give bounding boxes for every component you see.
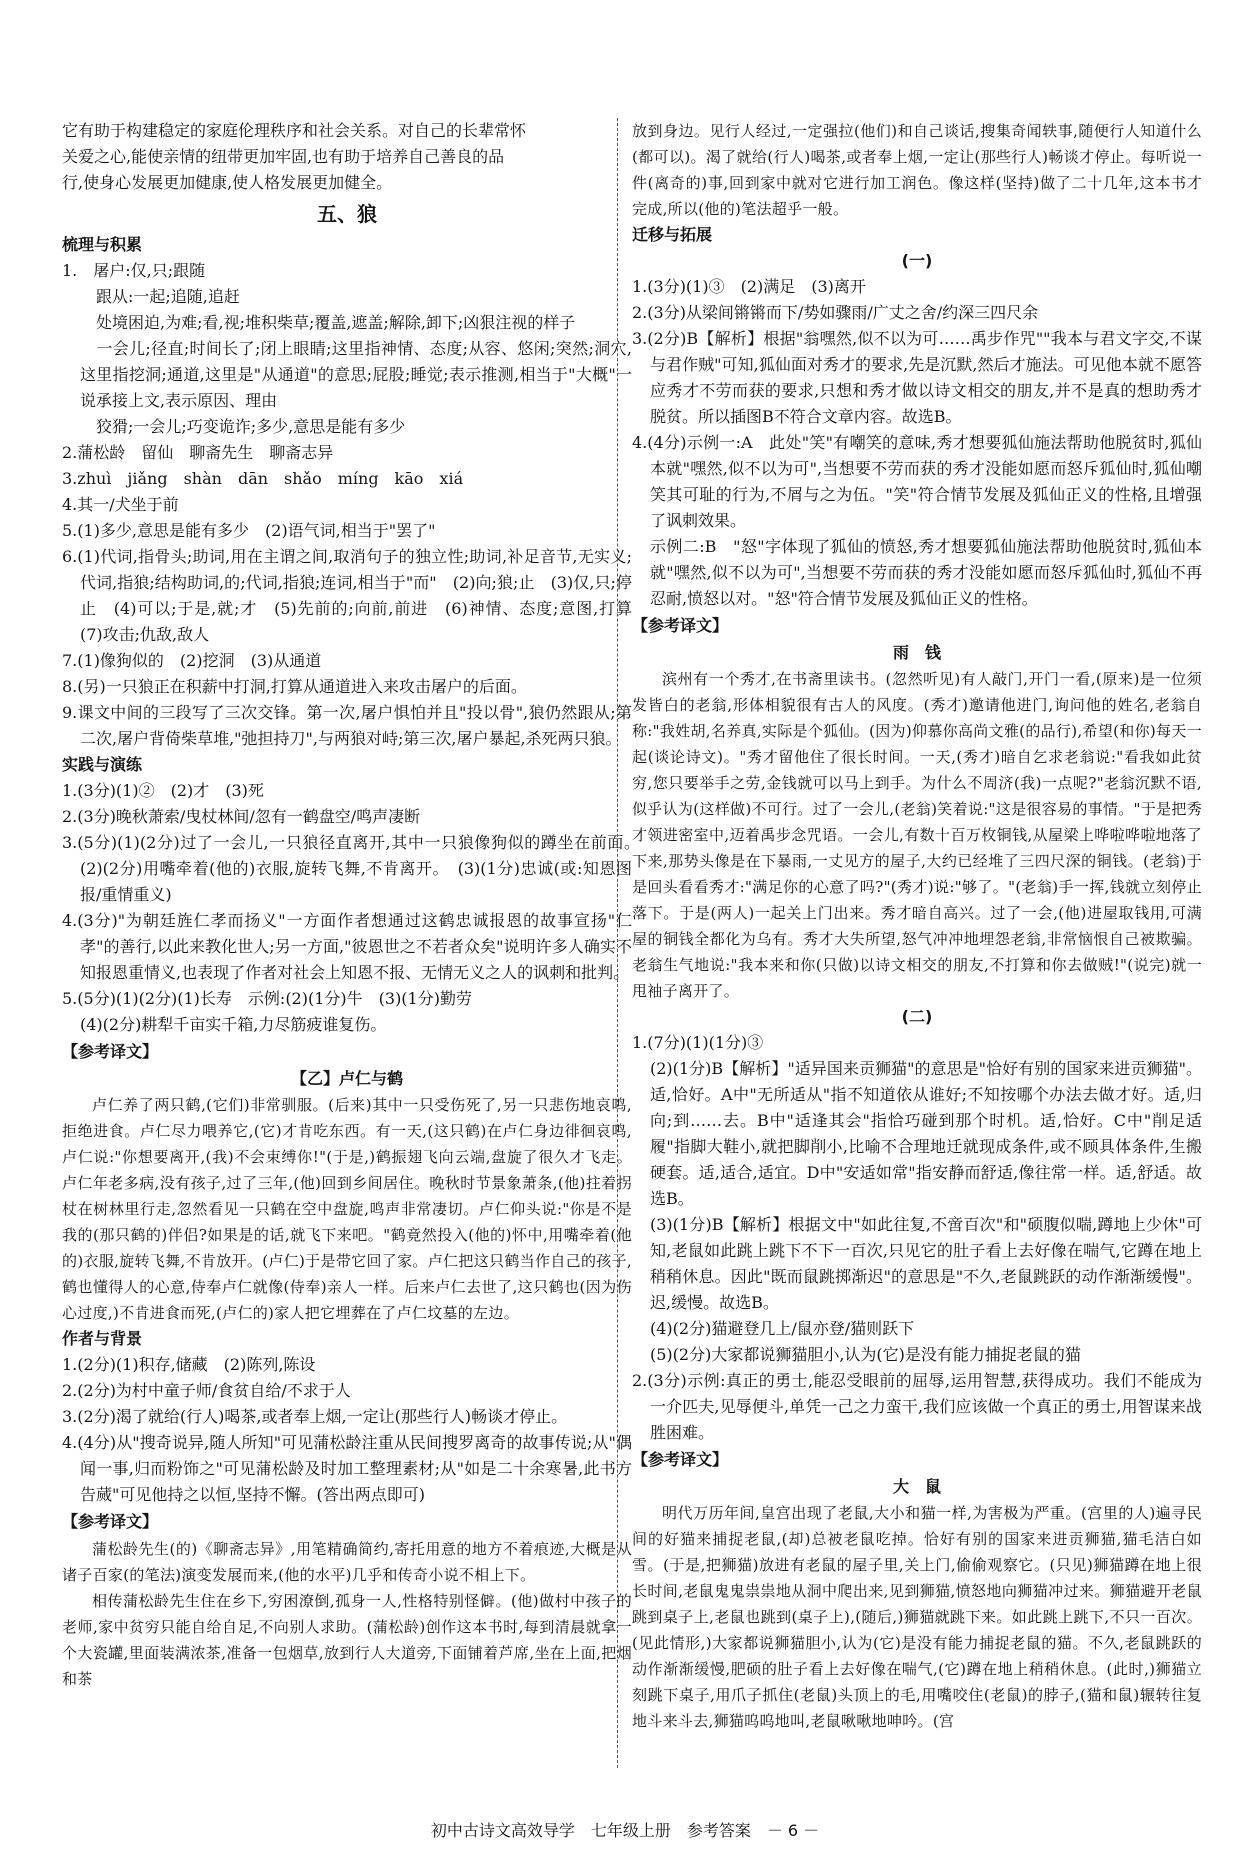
answer-item: 7.(1)像狗似的 (2)挖洞 (3)从通道 — [62, 651, 322, 670]
answer-item: 9.课文中间的三段写了三次交锋。第一次,屠户惧怕并且"投以骨",狼仍然跟从;第二次,屠户背倚柴草堆,"弛担持刀",与两狼对峙;第三次,屠户暴起,杀死两只狼。 — [62, 703, 632, 748]
author-answers — [62, 1352, 632, 1508]
answer-item: 2.(3分)从梁间锵锵而下/势如骤雨/广丈之舍/约深三四尺余 — [632, 303, 1039, 322]
answer-item: (4)(2分)猫避登几上/鼠亦登/猫则跃下 — [650, 1319, 915, 1338]
answer-item: (2)(1分)B【解析】"适异国来贡狮猫"的意思是"恰好有别的国家来进贡狮猫"。适,恰好。A中"无所适从"指不知道依从谁好;不知按哪个办法去做才好。适,归向;到……去。B中"适逢其会"指恰巧碰到那个时机。适,恰好。C中"削足适履"指脚大鞋小,就把脚削小,比喻不合理地迁就现成条件,或不顾具体条件,生搬硬套。适,适合,适宜。D中"安适如常"指安静而舒适,像往常一样。适,舒适。故选B。 — [650, 1059, 1202, 1208]
translation-text: 卢仁养了两只鹤,(它们)非常驯服。(后来)其中一只受伤死了,另一只悲伤地哀鸣,拒绝进食。卢仁尽力喂养它,(它)才肯吃东西。有一天,(这只鹤)在卢仁身边徘徊哀鸣,卢仁说:"你想要离开,(我)不会束缚你!"(于是,)鹤振翅飞向云端,盘旋了很久才飞走。卢仁年老多病,没有孩子,过了三年,(他)回到乡间居住。晚秋时节景象萧条,(他)拄着拐杖在树林里行走,忽然看见一只鹤在空中盘旋,鸣声非常凄切。卢仁仰头说:"你是不是我的(那只鹤的)伴侣?如果是的话,就飞下来吧。"鹤竟然投入(他的)怀中,用嘴牵着(他的)衣服,旋转飞舞,不肯放开。(卢仁)于是带它回了家。卢仁把这只鹤当作自己的孩子,鹤也懂得人的心意,侍奉卢仁就像(侍奉)亲人一样。后来卢仁去世了,这只鹤也(因为伤心过度,)不肯进食而死,(卢仁的)家人把它埋葬在了卢仁坟墓的左边。 — [62, 1096, 632, 1322]
translation-continued: 放到身边。见行人经过,一定强拉(他们)和自己谈话,搜集奇闻轶事,随便行人知道什么(都可以)。渴了就给(行人)喝茶,或者奉上烟,一定让(那些行人)畅谈才停止。每听说一件(离奇的)事,回到家中就对它进行加工润色。像这样(坚持)做了二十几年,这本书才完成,所以(他的)笔法超乎一般。 — [632, 122, 1202, 218]
translation-text: 滨州有一个秀才,在书斋里读书。(忽然听见)有人敲门,开门一看,(原来)是一位须发皆白的老翁,形体相貌很有古人的风度。(秀才)邀请他进门,询问他的姓名,老翁自称:"我姓胡,名养真,实际是个狐仙。(因为)仰慕你高尚文雅(的品行),希望(和你)每天一起(谈论诗文)。"秀才留他住了很长时间。一天,(秀才)暗自乞求老翁说:"看我如此贫穷,您只要举手之劳,金钱就可以马上到手。为什么不周济(我)一点呢?"老翁沉默不语,似乎认为(这样做)不可行。过了一会儿,(老翁)笑着说:"这是很容易的事情。"于是把秀才领进密室中,迈着禹步念咒语。一会儿,有数十百万枚铜钱,从屋梁上哗啦哗啦地落了下来,那势头像是在下暴雨,一丈见方的屋子,大约已经堆了三四尺深的铜钱。(老翁)于是回头看看秀才:"满足你的心意了吗?"(秀才)说:"够了。"(老翁)手一挥,钱就立刻停止落下。于是(两人)一起关上门出来。秀才暗自高兴。过了一会,(他)进屋取钱用,可满屋的铜钱全都化为乌有。秀才大失所望,怒气冲冲地埋怨老翁,非常恼恨自己被欺骗。老翁生气地说:"我本来和你(只做)以诗文相交的朋友,不打算和你去做贼!"(说完)就一甩袖子离开了。 — [632, 670, 1202, 1000]
column-divider — [617, 118, 618, 1768]
reference-translation-tag: 【参考译文】 — [632, 1450, 729, 1469]
reference-translation-tag: 【参考译文】 — [62, 1042, 159, 1061]
intro-paragraph: 它有助于构建稳定的家庭伦理秩序和社会关系。对自己的长辈常怀 关爱之心,能使亲情的纽带更加牢固,也有助于培养自己善良的品 行,使身心发展更加健康,使人格发展更加健全。 — [62, 121, 527, 192]
answer-item: (4)(2分)耕犁千亩实千箱,力尽筋疲谁复伤。 — [80, 1015, 387, 1034]
section-title-transfer: 迁移与拓展 — [632, 225, 713, 244]
translation-title: 雨 钱 — [892, 643, 941, 662]
answer-item: 2.(3分)晚秋萧索/曳杖林间/忽有一鹤盘空/鸣声凄断 — [62, 807, 421, 826]
subsection-title: (一) — [901, 251, 933, 270]
answer-item: 1. 屠户:仅,只;跟随 — [62, 261, 206, 280]
section-title-sorting: 梳理与积累 — [62, 235, 143, 254]
transfer-answers-1 — [632, 274, 1202, 612]
answer-item: 处境困迫,为难;看,视;堆积柴草;覆盖,遮盖;解除,卸下;凶狠注视的样子 — [80, 313, 576, 332]
lesson-title: 五、狼 — [317, 202, 377, 226]
answer-item: 1.(7分)(1)(1分)③ — [632, 1033, 764, 1052]
answer-item: 2.(2分)为村中童子师/食贫自给/不求于人 — [62, 1381, 351, 1400]
right-column — [632, 118, 1202, 1758]
answer-item: 5.(1)多少,意思是能有多少 (2)语气词,相当于"罢了" — [62, 521, 436, 540]
section-title-practice: 实践与演练 — [62, 755, 143, 774]
answer-item: 3.(2分)B【解析】根据"翁嘿然,似不以为可……禹步作咒""我本与君文字交,不谋与君作贼"可知,狐仙面对秀才的要求,先是沉默,然后才施法。可见他本就不愿答应秀才不劳而获的要求,只想和秀才做以诗文相交的朋友,并不是真的想助秀才脱贫。所以插图B不符合文章内容。故选B。 — [632, 329, 1202, 426]
answer-item: 1.(2分)(1)积存,储藏 (2)陈列,陈设 — [62, 1355, 316, 1374]
practice-answers — [62, 778, 632, 1038]
sorting-answers — [62, 258, 632, 752]
answer-item: 1.(3分)(1)② (2)才 (3)死 — [62, 781, 264, 800]
answer-item: 跟从:一起;追随,追赶 — [80, 287, 240, 306]
translation-text: 蒲松龄先生(的)《聊斋志异》,用笔精确简约,寄托用意的地方不着痕迹,大概是从诸子百家(的笔法)演变发展而来,(他的水平)几乎和传奇小说不相上下。 相传蒲松龄先生住在乡下,穷困潦倒,孤身一人,性格特别怪僻。(他)做村中孩子的老师,家中贫穷只能自给自足,不向别人求助。(蒲松龄)创作这本书时,每到清晨就拿一个大瓷罐,里面装满浓茶,准备一包烟草,放到行人大道旁,下面铺着芦席,坐在上面,把烟和茶 — [62, 1540, 632, 1688]
answer-item: 6.(1)代词,指骨头;助词,用在主谓之间,取消句子的独立性;助词,补足音节,无实义;代词,指狼;结构助词,的;代词,指狼;连词,相当于"而" (2)向;狼;止 (3)仅,只;停止 (4)可以;于是,就;才 (5)先前的;向前,前进 (6)神情、态度;意图,打算 (7)攻击;仇敌,敌人 — [62, 547, 632, 644]
translation-text: 明代万历年间,皇宫出现了老鼠,大小和猫一样,为害极为严重。(宫里的人)遍寻民间的好猫来捕捉老鼠,(却)总被老鼠吃掉。恰好有别的国家来进贡狮猫,猫毛洁白如雪。(于是,把狮猫)放进有老鼠的屋子里,关上门,偷偷观察它。(只见)狮猫蹲在地上很长时间,老鼠鬼鬼祟祟地从洞中爬出来,见到狮猫,愤怒地向狮猫冲过来。狮猫避开老鼠跳到桌子上,老鼠也跳到(桌子上),(随后,)狮猫就跳下来。如此跳上跳下,不只一百次。(见此情形,)大家都说狮猫胆小,认为(它)是没有能力捕捉老鼠的猫。不久,老鼠跳跃的动作渐渐缓慢,肥硕的肚子看上去好像在喘气,(它)蹲在地上稍稍休息。(此时,)狮猫立刻跳下桌子,用爪子抓住(老鼠)头顶上的毛,用嘴咬住(老鼠)的脖子,(猫和鼠)辗转往复地斗来斗去,狮猫呜呜地叫,老鼠啾啾地呻吟。(宫 — [632, 1504, 1202, 1730]
answer-item: 4.(3分)"为朝廷旌仁孝而扬义"一方面作者想通过这鹤忠诚报恩的故事宣扬"仁孝"的善行,以此来教化世人;另一方面,"彼恩世之不若者众矣"说明许多人确实不知报恩重情义,也表现了作者对社会上知恩不报、无情无义之人的讽刺和批判。 — [62, 911, 632, 982]
left-column — [62, 118, 632, 1758]
answer-item: 3.(5分)(1)(2分)过了一会儿,一只狼径直离开,其中一只狼像狗似的蹲坐在前面。 (2)(2分)用嘴牵着(他的)衣服,旋转飞舞,不肯离开。 (3)(1分)忠诚(或:知恩图报/重情重义) — [62, 833, 632, 904]
answer-item: 5.(5分)(1)(2分)(1)长寿 示例:(2)(1分)牛 (3)(1分)勤劳 — [62, 989, 472, 1008]
section-title-author: 作者与背景 — [62, 1329, 143, 1348]
answer-item: 狡猾;一会儿;巧变诡诈;多少,意思是能有多少 — [80, 417, 406, 436]
reference-translation-tag: 【参考译文】 — [632, 616, 729, 635]
answer-item: 2.(3分)示例:真正的勇士,能忍受眼前的屈辱,运用智慧,获得成功。我们不能成为一介匹夫,见辱便斗,单凭一己之力蛮干,我们应该做一个真正的勇士,用智谋来战胜困难。 — [632, 1371, 1202, 1442]
translation-title: 大 鼠 — [892, 1477, 941, 1496]
reference-translation-tag: 【参考译文】 — [62, 1512, 159, 1531]
answer-item: 4.其一/犬坐于前 — [62, 495, 179, 514]
answer-item: (3)(1分)B【解析】根据文中"如此往复,不啻百次"和"硕腹似喘,蹲地上少休"可知,老鼠如此跳上跳下不下一百次,只见它的肚子看上去好像在喘气,它蹲在地上稍稍休息。因此"既而鼠跳掷渐迟"的意思是"不久,老鼠跳跃的动作渐渐缓慢"。迟,缓慢。故选B。 — [650, 1215, 1202, 1312]
answer-item: 3.zhuì jiǎng shàn dān shǎo míng kāo xiá — [62, 469, 464, 488]
page-footer: 初中古诗文高效导学 七年级上册 参考答案 － 6 － — [430, 1821, 820, 1840]
subsection-title: (二) — [901, 1007, 933, 1026]
answer-item: 4.(4分)从"搜奇说异,随人所知"可见蒲松龄注重从民间搜罗离奇的故事传说;从"偶闻一事,归而粉饰之"可见蒲松龄及时加工整理素材;从"如是二十余寒暑,此书方告蒇"可见他持之以恒,坚持不懈。(答出两点即可) — [62, 1433, 632, 1504]
answer-item: 3.(2分)渴了就给(行人)喝茶,或者奉上烟,一定让(那些行人)畅谈才停止。 — [62, 1407, 568, 1426]
answer-item: 2.蒲松龄 留仙 聊斋先生 聊斋志异 — [62, 443, 334, 462]
transfer-answers-2 — [632, 1030, 1202, 1446]
answer-item: 1.(3分)(1)③ (2)满足 (3)离开 — [632, 277, 866, 296]
answer-item: 4.(4分)示例一:A 此处"笑"有嘲笑的意味,秀才想要狐仙施法帮助他脱贫时,狐仙本就"嘿然,似不以为可",当想要不劳而获的秀才没能如愿而怒斥狐仙时,狐仙嘲笑其可耻的行为,不屑与之为伍。"笑"符合情节发展及狐仙正义的性格,且增强了讽刺效果。 — [632, 433, 1202, 530]
translation-title: 【乙】卢仁与鹤 — [290, 1069, 403, 1088]
answer-item: 一会儿;径直;时间长了;闭上眼睛;这里指神情、态度;从容、悠闲;突然;洞穴,这里指挖洞;通道,这里是"从通道"的意思;屁股;睡觉;表示推测,相当于"大概"一说承接上文,表示原因、理由 — [80, 339, 632, 410]
answer-item: 示例二:B "怒"字体现了狐仙的愤怒,秀才想要狐仙施法帮助他脱贫时,狐仙本就"嘿然,似不以为可",当想要不劳而获的秀才没能如愿而怒斥狐仙时,狐仙不再忍耐,愤怒以对。"怒"符合情节发展及狐仙正义的性格。 — [650, 537, 1202, 608]
answer-item: (5)(2分)大家都说狮猫胆小,认为(它)是没有能力捕捉老鼠的猫 — [650, 1345, 1081, 1364]
answer-item: 8.(另)一只狼正在积薪中打洞,打算从通道进入来攻击屠户的后面。 — [62, 677, 527, 696]
